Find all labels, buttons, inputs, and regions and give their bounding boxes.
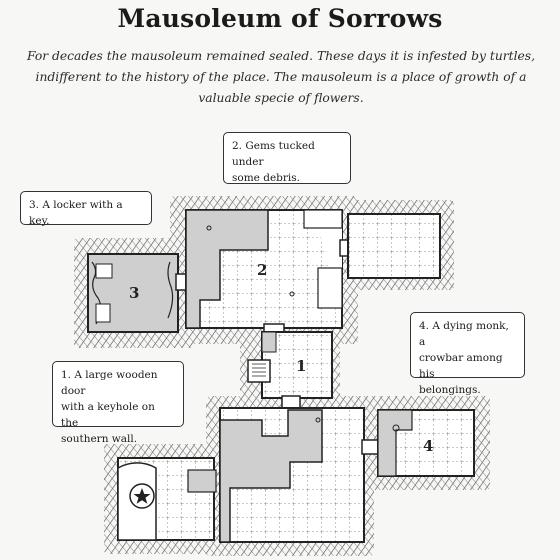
room-2-label: 2 xyxy=(257,261,268,279)
room-4-label: 4 xyxy=(423,437,434,455)
room-entry xyxy=(118,458,216,540)
note-room-1: 1. A large wooden door with a keyhole on the southern wall. xyxy=(52,361,184,427)
map-title: Mausoleum of Sorrows xyxy=(117,4,443,33)
note-room-2: 2. Gems tucked under some debris. xyxy=(223,132,351,184)
room-east xyxy=(348,214,440,278)
note-room-3: 3. A locker with a key. xyxy=(20,191,152,225)
room-3-label: 3 xyxy=(129,284,140,302)
door-1-south xyxy=(282,396,300,408)
note-room-4: 4. A dying monk, a crowbar among his belongings. xyxy=(410,312,525,378)
room-south xyxy=(220,408,364,542)
map-description: For decades the mausoleum remained sealed. These days it is infested by turtles, indifferent to the history of the place. The mausoleum is a place of growth of a valuable specie of flowers. xyxy=(26,49,536,105)
room-1-label: 1 xyxy=(296,357,307,375)
